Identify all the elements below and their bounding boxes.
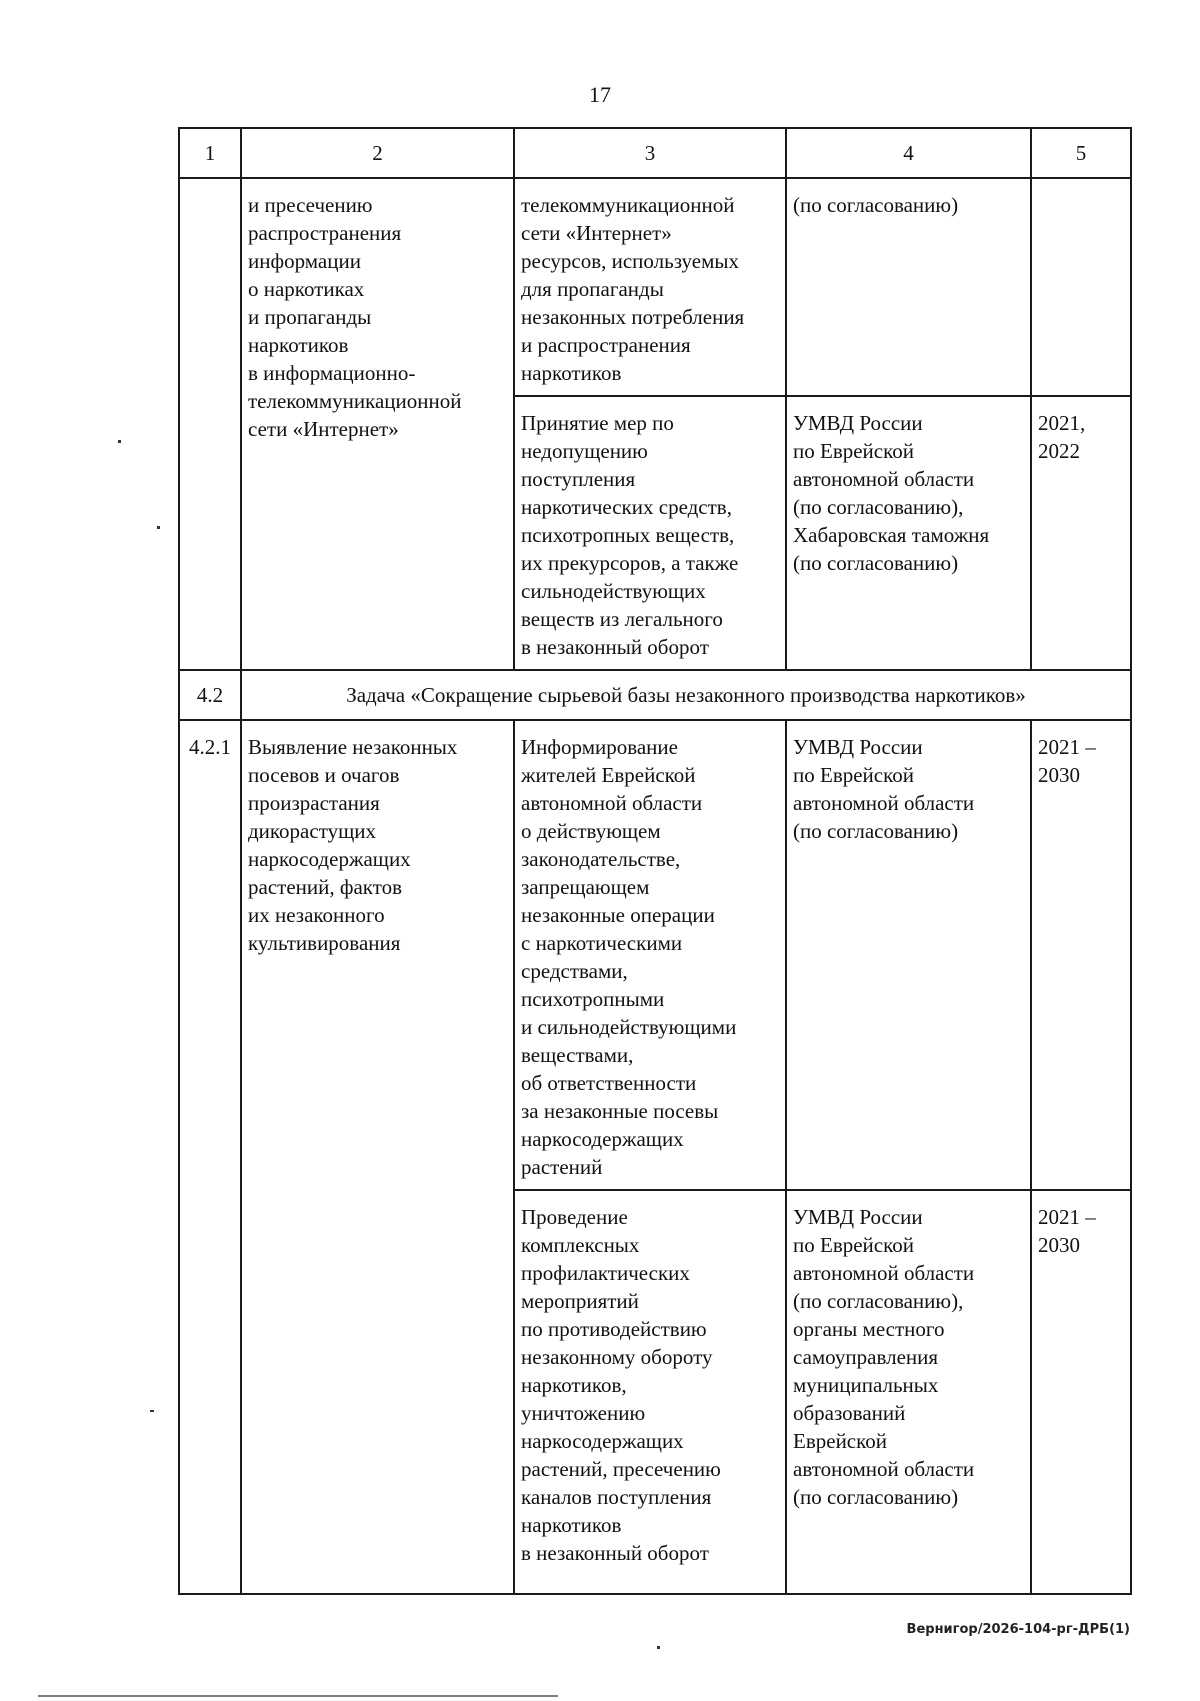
executor-cell: УМВД России по Еврейской автономной области (по согласованию), Хабаровская таможня (по согласованию) — [786, 396, 1031, 670]
measure-cell: Выявление незаконных посевов и очагов произрастания дикорастущих наркосодержащих растений, фактов их незаконного культивирования — [241, 720, 514, 1594]
header-col-2: 2 — [241, 128, 514, 178]
page-number: 17 — [589, 82, 611, 107]
action-cell: Проведение комплексных профилактических мероприятий по противодействию незаконному обороту наркотиков, уничтожению наркосодержащих растений, пресечению каналов поступления наркотиков в незаконный оборот — [514, 1190, 786, 1594]
task-title: Задача «Сокращение сырьевой базы незаконного производства наркотиков» — [241, 670, 1131, 720]
table-row — [179, 178, 1131, 396]
action-cell: Информирование жителей Еврейской автономной области о действующем законодательстве, запрещающем незаконные операции с наркотическими средствами, психотропными и сильнодействующими веществами, об ответственности за незаконные посевы наркосодержащих растений — [514, 720, 786, 1190]
measure-cell: и пресечению распространения информации о наркотиках и пропаганды наркотиков в информационно- телекоммуникационной сети «Интернет» — [241, 178, 514, 670]
scan-edge-line — [38, 1695, 558, 1697]
scan-speck — [118, 440, 121, 443]
header-col-1: 1 — [179, 128, 241, 178]
table-header-row — [179, 128, 1131, 178]
table-row — [179, 720, 1131, 1190]
header-col-4: 4 — [786, 128, 1031, 178]
executor-cell: УМВД России по Еврейской автономной области (по согласованию), органы местного самоуправления муниципальных образований Еврейской автономной области (по согласованию) — [786, 1190, 1031, 1594]
term-cell: 2021 – 2030 — [1031, 720, 1131, 1190]
action-cell: телекоммуникационной сети «Интернет» ресурсов, используемых для пропаганды незаконных потребления и распространения наркотиков — [514, 178, 786, 396]
executor-cell: (по согласованию) — [786, 178, 1031, 396]
term-cell — [1031, 178, 1131, 396]
row-number-cell: 4.2.1 — [179, 720, 241, 1594]
executor-cell: УМВД России по Еврейской автономной области (по согласованию) — [786, 720, 1031, 1190]
task-row — [179, 670, 1131, 720]
scan-speck — [657, 1646, 660, 1649]
term-cell: 2021, 2022 — [1031, 396, 1131, 670]
header-col-3: 3 — [514, 128, 786, 178]
scan-speck — [157, 526, 160, 529]
scan-speck — [150, 1410, 154, 1412]
row-number-cell — [179, 178, 241, 670]
program-measures-table — [178, 127, 1132, 1595]
term-cell: 2021 – 2030 — [1031, 1190, 1131, 1594]
task-number: 4.2 — [179, 670, 241, 720]
header-col-5: 5 — [1031, 128, 1131, 178]
action-cell: Принятие мер по недопущению поступления наркотических средств, психотропных веществ, их прекурсоров, а также сильнодействующих веществ из легального в незаконный оборот — [514, 396, 786, 670]
document-code: Вернигор/2026-104-рг-ДРБ(1) — [906, 1622, 1130, 1637]
